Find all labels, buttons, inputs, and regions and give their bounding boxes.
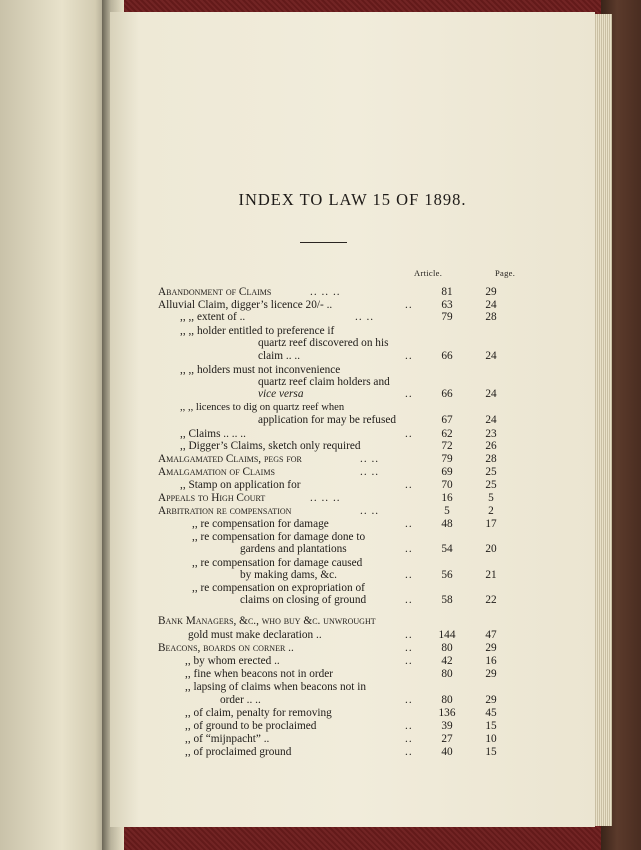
page-number: 47 [485,629,497,641]
page-number: 25 [485,479,497,491]
article-number: 63 [441,299,453,311]
article-number: 5 [444,505,450,517]
column-header-article: Article. [414,268,443,278]
article-number: 66 [441,388,453,400]
entry-text: Arbitration re compensation [158,505,292,517]
page-number: 24 [485,350,497,362]
page-number: 24 [485,299,497,311]
leader-dots: .. .. .. [310,492,341,504]
entry-text: Beacons, boards on corner .. [158,642,294,654]
index-line [110,453,595,465]
article-number: 67 [441,414,453,426]
leader-dots: .. [405,543,413,555]
index-line [110,479,595,491]
leader-dots: .. [405,746,413,758]
entry-text: ,, of “mijnpacht” .. [185,733,270,745]
entry-text: ,, lapsing of claims when beacons not in [185,681,367,693]
entry-text: gardens and plantations [240,543,347,555]
entry-text: ,, Stamp on application for [180,479,301,491]
page-number: 5 [488,492,494,504]
article-number: 136 [438,707,456,719]
article-number: 58 [441,594,453,606]
page-number: 28 [485,311,497,323]
article-number: 40 [441,746,453,758]
article-number: 48 [441,518,453,530]
entry-text: claim .. .. [258,350,301,362]
article-number: 70 [441,479,453,491]
leader-dots: .. .. [360,466,380,478]
leader-dots: .. [405,594,413,606]
article-number: 69 [441,466,453,478]
leader-dots: .. [405,629,413,641]
page-number: 22 [485,594,497,606]
index-line [110,582,595,594]
index-line [110,428,595,440]
entry-text: ,, ,, holder entitled to preference if [180,325,335,337]
index-line [110,350,595,362]
leader-dots: .. .. [360,453,380,465]
page-number: 15 [485,746,497,758]
leader-dots: .. [405,388,413,400]
page-number: 29 [485,286,497,298]
page-number: 2 [488,505,494,517]
leader-dots: .. .. [360,505,380,517]
leader-dots: .. [405,350,413,362]
page-number: 28 [485,453,497,465]
leader-dots: .. [405,694,413,706]
page-number: 21 [485,569,497,581]
index-line [110,388,595,400]
index-line [110,681,595,693]
entry-text: gold must make declaration .. [188,629,322,641]
article-number: 144 [438,629,456,641]
entry-text: ,, re compensation on expropriation of [192,582,365,594]
index-line [110,337,595,349]
entry-text: claims on closing of ground [240,594,367,606]
page-number: 29 [485,642,497,654]
page-number: 25 [485,466,497,478]
index-line [110,720,595,732]
entry-text: ,, re compensation for damage caused [192,557,363,569]
page-number: 16 [485,655,497,667]
page-number: 45 [485,707,497,719]
page-number: 23 [485,428,497,440]
leader-dots: .. [405,655,413,667]
index-line [110,364,595,376]
index-line [110,557,595,569]
article-number: 80 [441,668,453,680]
article-number: 39 [441,720,453,732]
entry-text: quartz reef discovered on his [258,337,389,349]
entry-text: ,, of claim, penalty for removing [185,707,332,719]
entry-text: ,, re compensation for damage [192,518,329,530]
index-line [110,466,595,478]
index-line [110,746,595,758]
entry-text: ,, ,, extent of .. [180,311,246,323]
article-number: 80 [441,694,453,706]
page-number: 24 [485,388,497,400]
page-title: INDEX TO LAW 15 OF 1898. [238,190,467,209]
index-line [110,707,595,719]
index-line [110,642,595,654]
entry-text: ,, of ground to be proclaimed [185,720,317,732]
leader-dots: .. .. [355,311,375,323]
leader-dots: .. [405,428,413,440]
index-line [110,655,595,667]
index-line [110,311,595,323]
page-number: 10 [485,733,497,745]
article-number: 79 [441,311,453,323]
article-number: 56 [441,569,453,581]
index-line [110,402,595,414]
article-number: 62 [441,428,453,440]
leader-dots: .. [405,518,413,530]
index-line [110,376,595,388]
index-line [110,629,595,641]
index-line [110,531,595,543]
index-line [110,733,595,745]
index-line [110,505,595,517]
page-number: 20 [485,543,497,555]
article-number: 27 [441,733,453,745]
entry-text: application for may be refused [258,414,397,426]
entry-text: Abandonment of Claims [158,286,272,298]
title-rule [300,242,347,243]
entry-text: quartz reef claim holders and [258,376,390,388]
index-line [110,543,595,555]
index-line [110,694,595,706]
index-line [110,518,595,530]
index-line [110,414,595,426]
book-page [110,12,595,827]
entry-text: vice versa [258,388,304,400]
article-number: 80 [441,642,453,654]
index-line [110,615,595,627]
leader-dots: .. [405,733,413,745]
leader-dots: .. [405,299,413,311]
entry-text: ,, fine when beacons not in order [185,668,334,680]
article-number: 72 [441,440,453,452]
index-line [110,594,595,606]
entry-text: Bank Managers, &c., who buy &c. unwrought [158,615,376,627]
entry-text: Amalgamation of Claims [158,466,275,478]
index-line [110,668,595,680]
leader-dots: .. [405,569,413,581]
entry-text: ,, of proclaimed ground [185,746,292,758]
entry-text: ,, by whom erected .. [185,655,280,667]
index-line [110,569,595,581]
entry-text: ,, Digger’s Claims, sketch only required [180,440,361,452]
index-line [110,299,595,311]
page-number: 29 [485,694,497,706]
entry-text: Appeals to High Court [158,492,266,504]
leader-dots: .. [405,479,413,491]
article-number: 66 [441,350,453,362]
entry-text: ,, ,, licences to dig on quartz reef when [180,402,345,413]
index-line [110,286,595,298]
article-number: 79 [441,453,453,465]
leader-dots: .. .. .. [310,286,341,298]
entry-text: ,, ,, holders must not inconvenience [180,364,341,376]
page-number: 29 [485,668,497,680]
index-line [110,440,595,452]
index-line [110,492,595,504]
entry-text: Amalgamated Claims, pegs for [158,453,302,465]
entry-text: by making dams, &c. [240,569,337,581]
index-line [110,325,595,337]
leader-dots: .. [405,720,413,732]
page-number: 24 [485,414,497,426]
column-header-page: Page. [495,268,516,278]
page-number: 26 [485,440,497,452]
left-page-edge [0,0,112,850]
article-number: 81 [441,286,453,298]
article-number: 16 [441,492,453,504]
entry-text: order .. .. [220,694,261,706]
article-number: 54 [441,543,453,555]
article-number: 42 [441,655,453,667]
entry-text: ,, re compensation for damage done to [192,531,366,543]
leader-dots: .. [405,642,413,654]
page-number: 17 [485,518,497,530]
page-number: 15 [485,720,497,732]
entry-text: ,, Claims .. .. .. [180,428,246,440]
entry-text: Alluvial Claim, digger’s licence 20/- .. [158,299,333,311]
